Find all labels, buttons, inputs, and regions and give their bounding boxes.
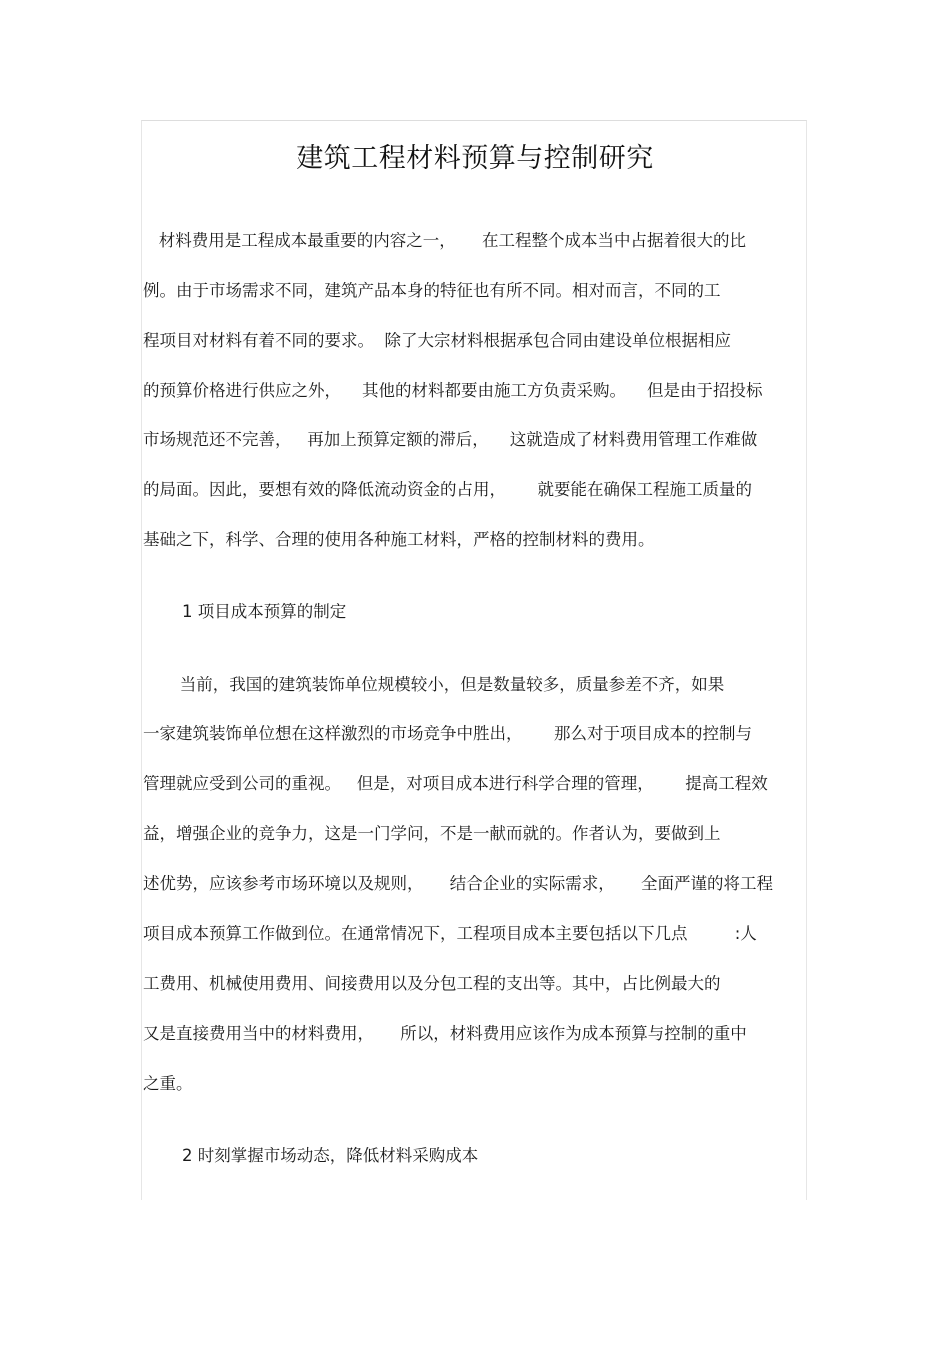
section-heading: 2 时刻掌握市场动态，降低材料采购成本	[182, 1146, 479, 1165]
paragraph-line: 管理就应受到公司的重视。 但是，对项目成本进行科学合理的管理， 提高工程效	[143, 774, 768, 793]
paragraph-line: 基础之下，科学、合理的使用各种施工材料，严格的控制材料的费用。	[143, 530, 655, 549]
paragraph-line: 项目成本预算工作做到位。在通常情况下，工程项目成本主要包括以下几点 :人	[143, 924, 757, 943]
paragraph-line: 益，增强企业的竞争力，这是一门学问，不是一献而就的。作者认为，要做到上	[143, 824, 721, 843]
paragraph-line: 当前，我国的建筑装饰单位规模较小，但是数量较多，质量参差不齐，如果	[143, 675, 725, 694]
paragraph-line: 一家建筑装饰单位想在这样激烈的市场竞争中胜出， 那么对于项目成本的控制与	[143, 724, 752, 743]
paragraph-line: 材料费用是工程成本最重要的内容之一， 在工程整个成本当中占据着很大的比	[143, 231, 746, 250]
paragraph-line: 市场规范还不完善， 再加上预算定额的滞后， 这就造成了材料费用管理工作难做	[143, 430, 758, 449]
paragraph-line: 的局面。因此，要想有效的降低流动资金的占用， 就要能在确保工程施工质量的	[143, 480, 752, 499]
paragraph-line: 之重。	[143, 1074, 193, 1093]
paragraph-line: 的预算价格进行供应之外， 其他的材料都要由施工方负责采购。 但是由于招投标	[143, 381, 763, 400]
document-title: 建筑工程材料预算与控制研究	[296, 143, 654, 174]
paragraph-line: 工费用、机械使用费用、间接费用以及分包工程的支出等。其中，占比例最大的	[143, 974, 721, 993]
paragraph-line: 述优势，应该参考市场环境以及规则， 结合企业的实际需求， 全面严谨的将工程	[143, 874, 773, 893]
section-heading: 1 项目成本预算的制定	[182, 602, 347, 621]
paragraph-line: 又是直接费用当中的材料费用， 所以，材料费用应该作为成本预算与控制的重中	[143, 1024, 747, 1043]
paragraph-line: 程项目对材料有着不同的要求。 除了大宗材料根据承包合同由建设单位根据相应	[143, 331, 731, 350]
paragraph-line: 例。由于市场需求不同，建筑产品本身的特征也有所不同。相对而言，不同的工	[143, 281, 721, 300]
